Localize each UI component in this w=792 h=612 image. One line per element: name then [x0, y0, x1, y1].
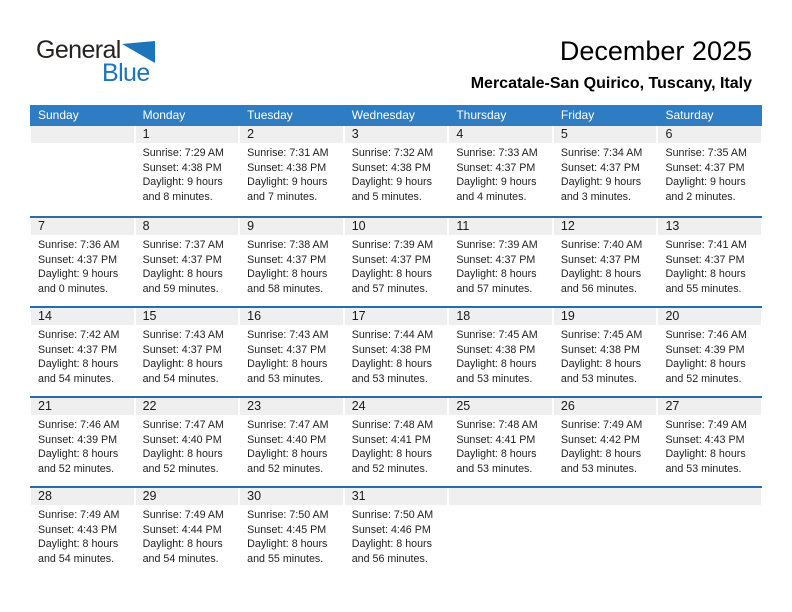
day-details [30, 415, 135, 477]
sunrise-text: Sunrise: 7:45 AM [456, 329, 538, 341]
daylight-text: Daylight: 8 hours and 52 minutes. [351, 448, 432, 476]
sunset-text: Sunset: 4:37 PM [456, 161, 536, 174]
daylight-text: Daylight: 8 hours and 57 minutes. [351, 268, 432, 296]
day-number: 24 [345, 398, 448, 415]
day-number: 8 [136, 218, 239, 235]
day-details [657, 415, 762, 477]
sunrise-text: Sunrise: 7:49 AM [560, 419, 643, 431]
calendar-table [30, 105, 762, 576]
day-cell [553, 398, 658, 486]
day-number: 19 [554, 308, 657, 325]
daylight-text: Daylight: 9 hours and 4 minutes. [456, 176, 537, 204]
day-details [657, 325, 762, 387]
daylight-text: Daylight: 8 hours and 53 minutes. [560, 358, 642, 386]
sunrise-text: Sunrise: 7:41 AM [665, 239, 747, 251]
daylight-text: Daylight: 8 hours and 53 minutes. [456, 448, 537, 476]
day-cell [657, 308, 762, 396]
calendar-body [30, 126, 762, 576]
day-details [239, 505, 344, 567]
day-number: 20 [658, 308, 761, 325]
day-details [448, 235, 553, 297]
day-details [553, 325, 658, 387]
sunrise-text: Sunrise: 7:49 AM [665, 419, 747, 431]
week-row [30, 306, 762, 396]
day-number: 10 [345, 218, 448, 235]
sunset-text: Sunset: 4:45 PM [247, 523, 327, 536]
sunrise-text: Sunrise: 7:39 AM [351, 239, 434, 251]
day-details [553, 415, 658, 477]
sunset-text: Sunset: 4:41 PM [456, 433, 536, 446]
day-details [30, 235, 135, 297]
day-details [553, 143, 658, 205]
daylight-text: Daylight: 8 hours and 52 minutes. [247, 448, 328, 476]
day-number: 12 [554, 218, 657, 235]
day-number: 27 [658, 398, 761, 415]
day-cell [239, 308, 344, 396]
day-cell [448, 126, 553, 216]
sunset-text: Sunset: 4:37 PM [38, 343, 118, 356]
day-details [448, 325, 553, 387]
sunrise-text: Sunrise: 7:38 AM [247, 239, 329, 251]
day-cell [448, 398, 553, 486]
day-number: 1 [136, 126, 239, 143]
day-cell [30, 218, 135, 306]
daylight-text: Daylight: 8 hours and 55 minutes. [247, 538, 328, 566]
location-subtitle: Mercatale-San Quirico, Tuscany, Italy [470, 75, 752, 92]
sunrise-text: Sunrise: 7:42 AM [38, 329, 120, 341]
day-number: 23 [240, 398, 343, 415]
sunrise-text: Sunrise: 7:47 AM [247, 419, 329, 431]
day-details [553, 235, 658, 297]
day-cell [657, 126, 762, 216]
sunset-text: Sunset: 4:37 PM [247, 253, 327, 266]
day-cell [135, 126, 240, 216]
sunrise-text: Sunrise: 7:40 AM [560, 239, 643, 251]
daylight-text: Daylight: 8 hours and 52 minutes. [38, 448, 119, 476]
day-cell [448, 218, 553, 306]
daylight-text: Daylight: 8 hours and 54 minutes. [142, 538, 223, 566]
sunset-text: Sunset: 4:37 PM [456, 253, 536, 266]
daylight-text: Daylight: 8 hours and 53 minutes. [665, 448, 746, 476]
sunset-text: Sunset: 4:38 PM [247, 161, 327, 174]
daylight-text: Daylight: 9 hours and 5 minutes. [351, 176, 432, 204]
day-number: 5 [554, 126, 657, 143]
week-row [30, 126, 762, 216]
daylight-text: Daylight: 9 hours and 7 minutes. [247, 176, 328, 204]
sunset-text: Sunset: 4:38 PM [142, 161, 222, 174]
sunset-text: Sunset: 4:38 PM [351, 161, 431, 174]
sunset-text: Sunset: 4:37 PM [247, 343, 327, 356]
day-number: 29 [136, 488, 239, 505]
day-details [135, 415, 240, 477]
sunrise-text: Sunrise: 7:35 AM [665, 147, 747, 159]
daylight-text: Daylight: 8 hours and 52 minutes. [142, 448, 223, 476]
sunset-text: Sunset: 4:39 PM [665, 343, 745, 356]
day-cell [135, 218, 240, 306]
day-cell [344, 488, 449, 576]
day-details [239, 235, 344, 297]
sunrise-text: Sunrise: 7:48 AM [456, 419, 538, 431]
day-details [135, 325, 240, 387]
empty-day-band [31, 126, 134, 143]
day-details [239, 325, 344, 387]
day-cell [553, 308, 658, 396]
empty-day-cell [30, 126, 135, 216]
sunrise-text: Sunrise: 7:49 AM [38, 509, 120, 521]
daylight-text: Daylight: 9 hours and 0 minutes. [38, 268, 119, 296]
sunrise-text: Sunrise: 7:46 AM [38, 419, 120, 431]
weekday-header-saturday: Saturday [665, 108, 714, 122]
day-details [657, 235, 762, 297]
day-details [344, 325, 449, 387]
daylight-text: Daylight: 8 hours and 54 minutes. [38, 358, 119, 386]
day-cell [344, 308, 449, 396]
day-number: 4 [449, 126, 552, 143]
sunrise-text: Sunrise: 7:50 AM [247, 509, 329, 521]
sunset-text: Sunset: 4:41 PM [351, 433, 431, 446]
day-details [448, 415, 553, 477]
day-details [135, 235, 240, 297]
sunset-text: Sunset: 4:37 PM [142, 253, 222, 266]
logo-text-general: General [36, 36, 121, 64]
day-number: 30 [240, 488, 343, 505]
day-number: 17 [345, 308, 448, 325]
sunrise-text: Sunrise: 7:46 AM [665, 329, 747, 341]
empty-day-cell [448, 488, 762, 576]
daylight-text: Daylight: 8 hours and 56 minutes. [560, 268, 642, 296]
daylight-text: Daylight: 9 hours and 3 minutes. [560, 176, 642, 204]
day-cell [30, 398, 135, 486]
page-title: December 2025 [559, 36, 752, 66]
weekday-header-tuesday: Tuesday [247, 108, 293, 122]
sunset-text: Sunset: 4:42 PM [560, 433, 640, 446]
daylight-text: Daylight: 9 hours and 2 minutes. [665, 176, 746, 204]
week-row [30, 486, 762, 576]
weekday-header-thursday: Thursday [456, 108, 507, 122]
day-details [344, 235, 449, 297]
day-details [448, 143, 553, 205]
sunrise-text: Sunrise: 7:43 AM [247, 329, 329, 341]
daylight-text: Daylight: 8 hours and 54 minutes. [38, 538, 119, 566]
logo-text-blue: Blue [102, 59, 150, 87]
day-cell [657, 218, 762, 306]
day-cell [239, 126, 344, 216]
day-number: 14 [31, 308, 134, 325]
weekday-header-sunday: Sunday [38, 108, 79, 122]
daylight-text: Daylight: 8 hours and 59 minutes. [142, 268, 223, 296]
day-number: 18 [449, 308, 552, 325]
daylight-text: Daylight: 8 hours and 53 minutes. [560, 448, 642, 476]
sunset-text: Sunset: 4:38 PM [560, 343, 640, 356]
week-row [30, 216, 762, 306]
sunrise-text: Sunrise: 7:31 AM [247, 147, 329, 159]
sunset-text: Sunset: 4:38 PM [456, 343, 536, 356]
day-number: 31 [345, 488, 448, 505]
day-number: 21 [31, 398, 134, 415]
weekday-header-row [30, 105, 762, 126]
sunset-text: Sunset: 4:44 PM [142, 523, 222, 536]
sunset-text: Sunset: 4:37 PM [560, 253, 640, 266]
day-cell [135, 488, 240, 576]
daylight-text: Daylight: 8 hours and 56 minutes. [351, 538, 432, 566]
daylight-text: Daylight: 8 hours and 53 minutes. [351, 358, 432, 386]
sunrise-text: Sunrise: 7:36 AM [38, 239, 120, 251]
day-cell [30, 308, 135, 396]
daylight-text: Daylight: 8 hours and 55 minutes. [665, 268, 746, 296]
sunset-text: Sunset: 4:37 PM [351, 253, 431, 266]
daylight-text: Daylight: 8 hours and 52 minutes. [665, 358, 746, 386]
day-cell [135, 398, 240, 486]
day-details [239, 143, 344, 205]
day-number: 25 [449, 398, 552, 415]
sunset-text: Sunset: 4:37 PM [560, 161, 640, 174]
day-cell [553, 218, 658, 306]
sunset-text: Sunset: 4:37 PM [38, 253, 118, 266]
day-number: 15 [136, 308, 239, 325]
daylight-text: Daylight: 8 hours and 53 minutes. [456, 358, 537, 386]
sunrise-text: Sunrise: 7:39 AM [456, 239, 538, 251]
sunrise-text: Sunrise: 7:32 AM [351, 147, 434, 159]
daylight-text: Daylight: 8 hours and 53 minutes. [247, 358, 328, 386]
title-block [471, 36, 752, 93]
sunset-text: Sunset: 4:40 PM [142, 433, 222, 446]
sunrise-text: Sunrise: 7:50 AM [351, 509, 434, 521]
sunset-text: Sunset: 4:38 PM [351, 343, 431, 356]
weekday-header-wednesday: Wednesday [351, 108, 415, 122]
sunrise-text: Sunrise: 7:49 AM [142, 509, 224, 521]
day-details [344, 143, 449, 205]
day-number: 3 [345, 126, 448, 143]
day-number: 22 [136, 398, 239, 415]
day-number: 6 [658, 126, 761, 143]
sunset-text: Sunset: 4:43 PM [38, 523, 118, 536]
day-number: 7 [31, 218, 134, 235]
sunrise-text: Sunrise: 7:47 AM [142, 419, 224, 431]
day-details [135, 143, 240, 205]
daylight-text: Daylight: 8 hours and 54 minutes. [142, 358, 223, 386]
day-cell [135, 308, 240, 396]
sunrise-text: Sunrise: 7:48 AM [351, 419, 434, 431]
weekday-header-friday: Friday [560, 108, 595, 122]
sunrise-text: Sunrise: 7:45 AM [560, 329, 643, 341]
day-cell [553, 126, 658, 216]
day-number: 2 [240, 126, 343, 143]
day-cell [448, 308, 553, 396]
sunset-text: Sunset: 4:37 PM [142, 343, 222, 356]
empty-day-band [449, 488, 761, 505]
daylight-text: Daylight: 8 hours and 58 minutes. [247, 268, 328, 296]
day-details [30, 325, 135, 387]
day-number: 28 [31, 488, 134, 505]
day-number: 13 [658, 218, 761, 235]
day-cell [344, 218, 449, 306]
day-details [135, 505, 240, 567]
day-cell [239, 488, 344, 576]
day-cell [239, 218, 344, 306]
day-details [30, 505, 135, 567]
day-cell [239, 398, 344, 486]
sunset-text: Sunset: 4:46 PM [351, 523, 431, 536]
weekday-header-monday: Monday [142, 108, 186, 122]
daylight-text: Daylight: 8 hours and 57 minutes. [456, 268, 537, 296]
sunrise-text: Sunrise: 7:33 AM [456, 147, 538, 159]
sunrise-text: Sunrise: 7:34 AM [560, 147, 643, 159]
day-number: 11 [449, 218, 552, 235]
day-details [344, 415, 449, 477]
day-cell [30, 488, 135, 576]
daylight-text: Daylight: 9 hours and 8 minutes. [142, 176, 223, 204]
sunset-text: Sunset: 4:37 PM [665, 253, 745, 266]
sunset-text: Sunset: 4:43 PM [665, 433, 745, 446]
day-cell [344, 126, 449, 216]
day-cell [657, 398, 762, 486]
day-cell [344, 398, 449, 486]
day-number: 9 [240, 218, 343, 235]
day-details [239, 415, 344, 477]
day-details [344, 505, 449, 567]
sunrise-text: Sunrise: 7:29 AM [142, 147, 224, 159]
week-row [30, 396, 762, 486]
sunset-text: Sunset: 4:40 PM [247, 433, 327, 446]
general-blue-logo [36, 36, 176, 87]
day-details [657, 143, 762, 205]
sunset-text: Sunset: 4:37 PM [665, 161, 745, 174]
sunrise-text: Sunrise: 7:43 AM [142, 329, 224, 341]
sunrise-text: Sunrise: 7:37 AM [142, 239, 224, 251]
sunset-text: Sunset: 4:39 PM [38, 433, 118, 446]
day-number: 26 [554, 398, 657, 415]
sunrise-text: Sunrise: 7:44 AM [351, 329, 434, 341]
day-number: 16 [240, 308, 343, 325]
